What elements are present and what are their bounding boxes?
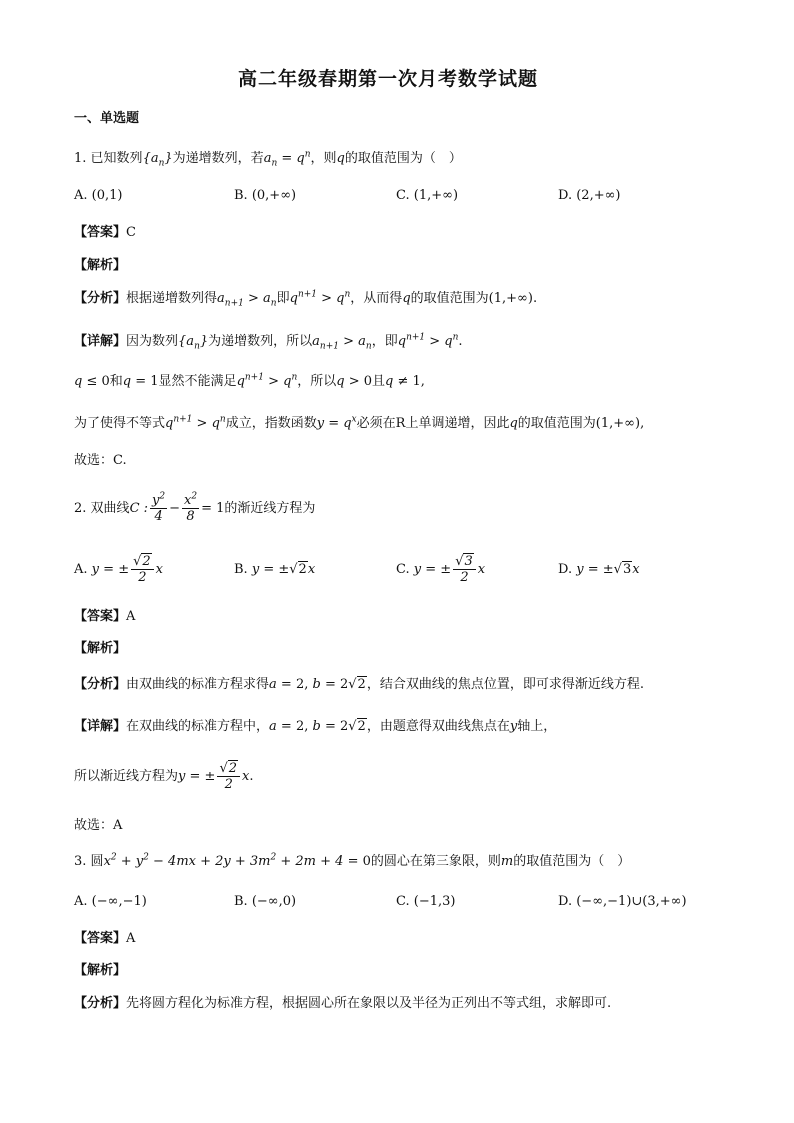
stem-text: 的取值范围为（ ） xyxy=(344,151,462,166)
option-d: D. y = ±√3x xyxy=(558,562,640,577)
option-b: B. (−∞,0) xyxy=(234,894,297,909)
answer-line: 【答案】C xyxy=(74,225,136,240)
option-c: C. (−1,3) xyxy=(396,894,456,909)
option-d: D. (−∞,−1)∪(3,+∞) xyxy=(558,894,687,909)
section-heading: 一、单选题 xyxy=(74,111,140,126)
xiangjie-line-1: 【详解】因为数列$\{a_n\}$为递增数列，所以$a_{n+1} > a_n$，即$q^{n+1} > q^n$. xyxy=(74,332,463,352)
answer-line: 【答案】A xyxy=(74,609,136,624)
fenxi-line: 【分析】先将圆方程化为标准方程，根据圆心所在象限以及半径为正列出不等式组，求解即可. xyxy=(74,996,612,1011)
conclusion: 故选：C. xyxy=(74,453,127,468)
option-a: A. (0,1) xyxy=(74,188,123,203)
math-expr: $\{a_n\}$ xyxy=(142,151,173,169)
stem-text: 为递增数列，若 xyxy=(172,151,264,166)
fenxi-line: 【分析】根据递增数列得$a_{n+1} > a_n$即$q^{n+1} > q^n$，从而得q的取值范围为(1,+∞). xyxy=(74,289,538,309)
option-a: A. y = ± $\frac{√2}{2}$ x xyxy=(74,554,164,585)
answer-line: 【答案】A xyxy=(74,931,136,946)
conclusion: 故选：A xyxy=(74,818,123,833)
xiangjie-line-2: q ≤ 0和q = 1显然不能满足$q^{n+1} > q^n$，所以q > 0且q ≠ 1, xyxy=(74,372,425,389)
option-a: A. (−∞,−1) xyxy=(74,894,147,909)
stem-text: ，则 xyxy=(310,151,337,166)
xiangjie-line-1: 【详解】在双曲线的标准方程中，a = 2, b = 2√2，由题意得双曲线焦点在y轴上， xyxy=(74,719,557,734)
option-c: C. (1,+∞) xyxy=(396,188,459,203)
xiangjie-line-3: 为了使得不等式$q^{n+1} > q^n$成立，指数函数$y = q^x$必须在R上单调递增，因此q的取值范围为(1,+∞), xyxy=(74,414,645,431)
analysis-label: 【解析】 xyxy=(74,963,127,978)
math-expr: $a_n = q^n$ xyxy=(263,149,311,169)
stem-text: 已知数列 xyxy=(90,151,143,166)
analysis-label: 【解析】 xyxy=(74,258,127,273)
question-1-stem xyxy=(74,150,462,168)
option-d: D. (2,+∞) xyxy=(558,188,621,203)
analysis-label: 【解析】 xyxy=(74,641,127,656)
option-b: B. (0,+∞) xyxy=(234,188,297,203)
fenxi-line: 【分析】由双曲线的标准方程求得a = 2, b = 2√2，结合双曲线的焦点位置，即可求得渐近线方程. xyxy=(74,677,644,692)
math-expr: q xyxy=(336,151,345,166)
page-title: 高二年级春期第一次月考数学试题 xyxy=(238,68,539,90)
question-2-stem: 2. 双曲线C : $\frac{y^2}{4}$ − $\frac{x^2}{8}$ = 1的渐近线方程为 xyxy=(74,491,316,524)
question-3-stem: 3. 圆$x^2 + y^2 - 4mx + 2y + 3m^2 + 2m + 4 = 0$的圆心在第三象限，则m的取值范围为（ ） xyxy=(74,852,631,869)
option-c: C. y = ± $\frac{√3}{2}$ x xyxy=(396,554,486,585)
xiangjie-line-2: 所以渐近线方程为y = ± $\frac{√2}{2}$ x. xyxy=(74,761,254,792)
question-number: 1. xyxy=(74,151,87,166)
option-b: B. y = ±√2x xyxy=(234,562,316,577)
